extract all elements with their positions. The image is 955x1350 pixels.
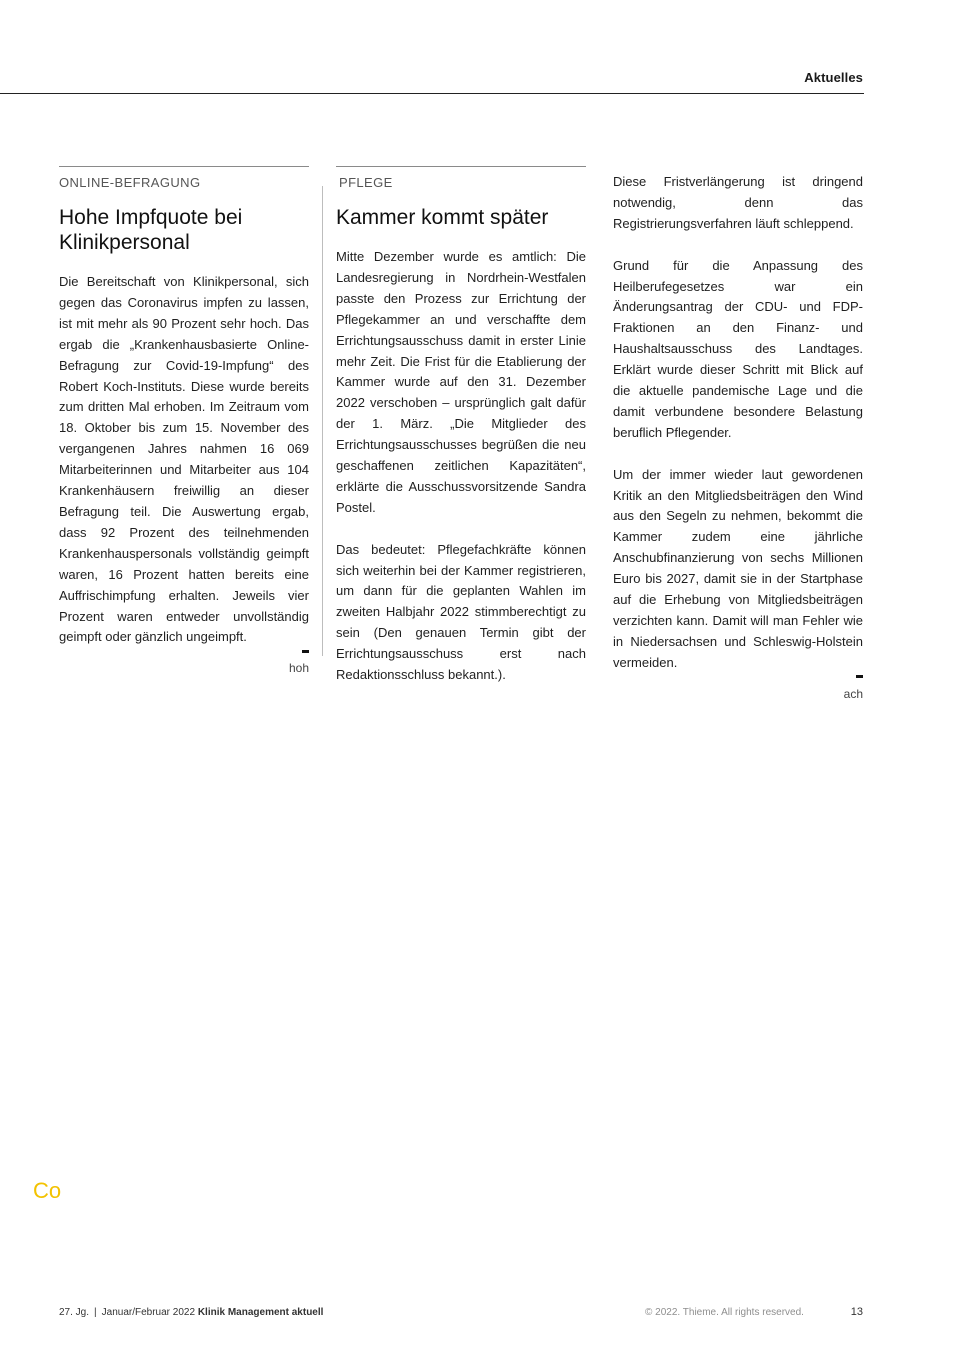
article-paragraph: Das bedeutet: Pflegefachkräfte können sich weiterhin bei der Kammer registrieren, um dann für die geplanten Wahlen im zweiten Halbjahr 2022 stimmberechtigt zu sein (Den genauen Termin gibt der Errichtungsausschuss erst nach Redaktionsschluss bekannt.). — [336, 541, 586, 683]
article-kicker: ONLINE-BEFRAGUNG — [59, 175, 201, 190]
article-kicker: PFLEGE — [339, 175, 393, 190]
author-initials: ach — [843, 686, 863, 701]
footer-separator: | — [94, 1307, 97, 1318]
page-number: 13 — [850, 1306, 863, 1318]
footer-volume: 27. Jg. — [59, 1307, 90, 1318]
footer-copyright: © 2022. Thieme. All rights reserved. — [645, 1307, 804, 1318]
article-headline: Hohe Impfquote bei Klinikpersonal — [59, 206, 243, 254]
article-pflegekammer — [336, 166, 586, 686]
header-rule — [0, 93, 864, 94]
footer-issue: Januar/Februar 2022 — [101, 1307, 196, 1318]
article-impfquote — [59, 166, 309, 675]
article-pflegekammer-continued — [613, 172, 863, 701]
footer-publication: Klinik Management aktuell — [197, 1307, 324, 1318]
article-paragraph: Die Bereitschaft von Klinikpersonal, sich gegen das Coronavirus impfen zu lassen, ist mit mehr als 90 Prozent sehr hoch. Das ergab die „Krankenhausbasierte Online-Befragung zur Covid-19-Impfung“ des Robert Koch-Instituts. Diese wurde bereits zum dritten Mal erhoben. Im Zeitraum vom 18. Oktober bis zum 15. November des vergangenen Jahres nahmen 16 069 Mitarbeiterinnen und Mitarbeiter aus 104 Krankenhäusern freiwillig an dieser Befragung teil. Die Auswertung ergab, dass 92 Prozent des teilnehmenden Krankenhauspersonals vollständig geimpft waren, 16 Prozent hatten bereits eine Auffrischimpfung erhalten. Jeweils vier Prozent waren entweder unvollständig geimpft oder gänzlich ungeimpft. — [59, 274, 309, 645]
column-rule — [336, 166, 586, 167]
footer-publication-info — [59, 1307, 323, 1318]
article-paragraph: Diese Fristverlängerung ist dringend notwendig, denn das Registrierungsverfahren läuft schleppend. — [613, 174, 863, 231]
article-paragraph: Um der immer wieder laut gewordenen Kritik an den Mitgliedsbeiträgen den Wind aus den Segeln zu nehmen, bekommt die Kammer zudem eine jährliche Anschubfinanzierung von sechs Millionen Euro bis 2027, damit sie in der Startphase auf die Erhebung von Mitgliedsbeiträgen verzichten kann. Damit will man Fehler wie in Niedersachsen und Schleswig-Holstein vermeiden. — [613, 466, 863, 670]
article-paragraph: Grund für die Anpassung des Heilberufegesetzes war ein Änderungsantrag der CDU- und FDP-Fraktionen an den Finanz- und Haushaltsausschuss des Landtages. Erklärt wurde dieser Schritt mit Blick auf die aktuelle pandemische Lage und die damit verbundene besondere Belastung beruflich Pflegender. — [613, 257, 863, 440]
column-divider — [322, 186, 323, 656]
article-headline: Kammer kommt später — [336, 206, 549, 229]
author-initials: hoh — [288, 661, 309, 676]
article-paragraph: Mitte Dezember wurde es amtlich: Die Landesregierung in Nordrhein-Westfalen passte den Prozess zur Errichtung der Pflegekammer an und verschaffte dem Errichtungsausschuss damit in erster Linie mehr Zeit. Die Frist für die Etablierung der Kammer wurde auf den 31. Dezember 2022 verschoben – ursprünglich galt dafür der 1. März. „Die Mitglieder des Errichtungsausschusses begrüßen die neu geschaffenen zeitlichen Kapazitäten“, erklärte die Ausschussvorsitzende Sandra Postel. — [336, 249, 586, 515]
watermark: Co — [33, 1178, 62, 1203]
column-rule — [59, 166, 309, 167]
section-label: Aktuelles — [804, 70, 863, 85]
